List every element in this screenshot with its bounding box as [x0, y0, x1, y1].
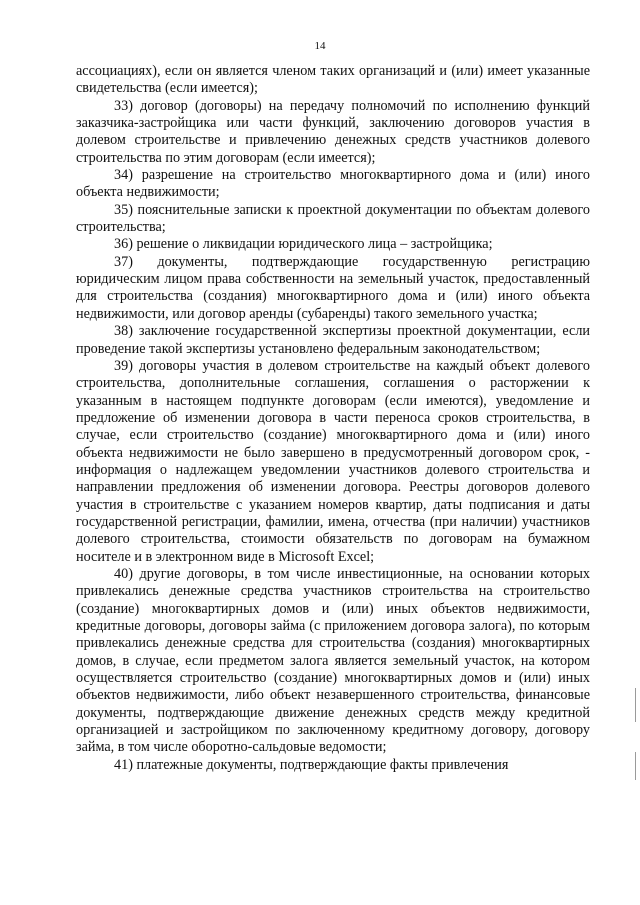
- paragraph-item-36: 36) решение о ликвидации юридического лица – застройщика;: [114, 236, 493, 253]
- paragraph-item-41: 41) платежные документы, подтверждающие факты привлечения: [114, 756, 509, 773]
- paragraph-item-39: 39) договоры участия в долевом строительстве на каждый объект долевого строительства, дополнительные соглашения, соглашения о расторжении к указанным в настоящем подпункте договорам (если имеются), уведомление и предложение об изменении договора в части переноса сроков строительства, в случае, если строительство (создание) многоквартирного дома и (или) иного объекта недвижимости не было завершено в предусмотренный договором срок, - информация о надлежащем уведомлении участников долевого строительства и направлении предложения об изменении договора. Реестры договоров долевого участия в строительстве с указанием номеров квартир, даты подписания и даты государственной регистрации, фамилии, имена, отчества (при наличии) участников долевого строительства, стоимости обязательств по договорам на бумажном носителе и в электронном виде в Microsoft Excel;: [76, 357, 590, 565]
- scan-edge-mark: [635, 688, 636, 722]
- paragraph-item-34: 34) разрешение на строительство многоквартирного дома и (или) иного объекта недвижимости;: [76, 167, 590, 201]
- paragraph-item-40: 40) другие договоры, в том числе инвестиционные, на основании которых привлекались денежные средства участников строительства на строительство (создание) многоквартирных домов и (или) иных объектов недвижимости, кредитные договоры, договоры займа (с приложением договора залога), по которым привлекались денежные средства для строительства (создания) многоквартирных домов, в случае, если предметом залога является земельный участок, на котором осуществляется строительство (создание) многоквартирных домов и (или) иных объектов недвижимости, либо объект незавершенного строительства, финансовые документы, подтверждающие движение денежных средств между кредитной организацией и застройщиком по заключенному кредитному договору, договору займа, в том числе оборотно-сальдовые ведомости;: [76, 565, 590, 756]
- paragraph-item-33: 33) договор (договоры) на передачу полномочий по исполнению функций заказчика-застройщика или части функций, заключению договоров участия в долевом строительстве и привлечению денежных средств участников долевого строительства по этим договорам (если имеется);: [76, 97, 590, 166]
- paragraph-item-35: 35) пояснительные записки к проектной документации по объектам долевого строительства;: [76, 201, 590, 236]
- paragraph-item-38: 38) заключение государственной экспертизы проектной документации, если проведение такой экспертизы установлено федеральным законодательством;: [76, 323, 590, 357]
- page-number: 14: [314, 40, 326, 52]
- paragraph-item-37: 37) документы, подтверждающие государственную регистрацию юридическим лицом права собственности на земельный участок, предоставленный для строительства (создания) многоквартирного дома и (или) иного объекта недвижимости, или договор аренды (субаренды) такого земельного участка;: [76, 253, 590, 322]
- scan-edge-mark: [635, 752, 636, 780]
- document-body: [76, 63, 590, 774]
- paragraph-continuation: ассоциациях), если он является членом таких организаций и (или) имеет указанные свидетельства (если имеется);: [76, 63, 590, 97]
